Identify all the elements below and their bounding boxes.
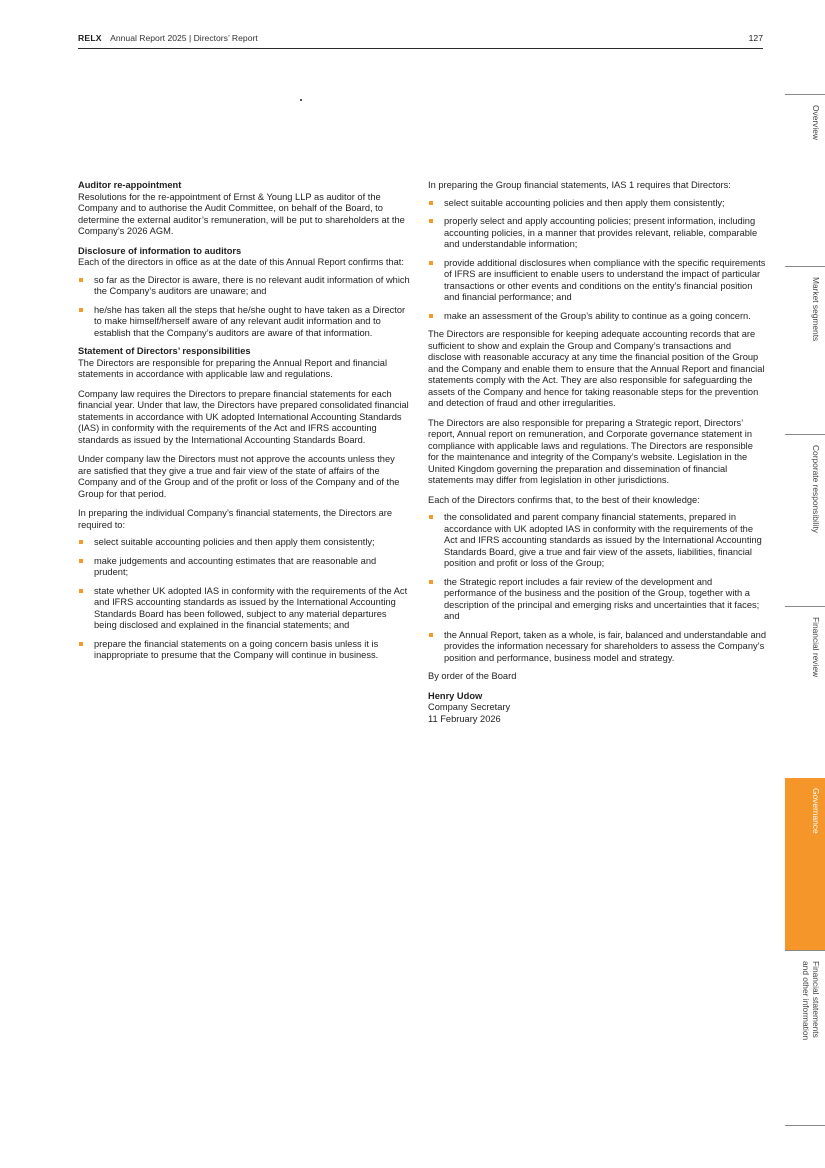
list-item: properly select and apply accounting policies; present information, including accounting policies, in a manner that provides relevant, reliable, comparable and understandable information; xyxy=(428,216,766,251)
tab-label: Corporate responsibility xyxy=(811,445,821,533)
auditor-text: Resolutions for the re-appointment of Ernst & Young LLP as auditor of the Company and to authorise the Audit Committee, on behalf of the Board, to determine the external auditor’s remuneration, will be put to shareholders at the Company’s 2026 AGM. xyxy=(78,191,405,236)
disclosure-text: Each of the directors in office as at the date of this Annual Report confirms that: xyxy=(78,257,404,267)
list-item: the Annual Report, taken as a whole, is fair, balanced and understandable and provides the information necessary for shareholders to assess the Company’s position and performance, business model and strategy. xyxy=(428,630,766,665)
disclosure-list xyxy=(78,275,410,340)
tab-label: Governance xyxy=(811,788,821,834)
disclosure-heading: Disclosure of information to auditors xyxy=(78,245,242,256)
auditor-heading: Auditor re-appointment xyxy=(78,180,182,190)
by-order-text: By order of the Board xyxy=(428,671,517,681)
list-item: so far as the Director is aware, there is no relevant audit information of which the Company’s auditors are unaware; and xyxy=(78,275,410,298)
list-item: the Strategic report includes a fair review of the development and performance of the business and the position of the Group, together with a description of the principal and emerging risks and uncertainties that it faces; and xyxy=(428,577,766,623)
list-item: make judgements and accounting estimates that are reasonable and prudent; xyxy=(78,556,410,579)
approve-text: Under company law the Directors must not approve the accounts unless they are satisfied that they give a true and fair view of the state of affairs of the Company and of the Group and of the profit or loss of the Company and of the Group for that period. xyxy=(78,454,400,499)
tab-label: Market segments xyxy=(811,277,821,342)
list-item: provide additional disclosures when compliance with the specific requirements of IFRS are insufficient to enable users to understand the impact of particular transactions or other events and conditions on the entity’s financial position and financial performance; and xyxy=(428,258,766,304)
confirms-text: Each of the Directors confirms that, to the best of their knowledge: xyxy=(428,494,700,505)
bullet-icon xyxy=(429,515,433,519)
report-title: Annual Report 2025 | Directors’ Report xyxy=(110,33,258,43)
tab-financial-statements[interactable] xyxy=(785,950,825,1126)
list-item: select suitable accounting policies and then apply them consistently; xyxy=(78,537,410,549)
group-text: In preparing the Group financial statements, IAS 1 requires that Directors: xyxy=(428,180,731,190)
bullet-icon xyxy=(79,308,83,312)
bullet-icon xyxy=(79,642,83,646)
tab-governance[interactable] xyxy=(785,778,825,950)
list-item: prepare the financial statements on a going concern basis unless it is inappropriate to presume that the Company will continue in business. xyxy=(78,639,410,662)
tab-label: Financial review xyxy=(811,617,821,678)
page-header xyxy=(78,30,763,49)
brand-name: RELX xyxy=(78,33,102,43)
page-number: 127 xyxy=(748,33,763,43)
bullet-icon xyxy=(79,278,83,282)
bullet-icon xyxy=(429,219,433,223)
tab-market-segments[interactable] xyxy=(785,266,825,435)
list-item: state whether UK adopted IAS in conformity with the requirements of the Act and IFRS accounting standards as issued by the International Accounting Standards Board has been followed, subject to any material departures being disclosed and explained in the financial statements; and xyxy=(78,586,410,632)
statement-text: The Directors are responsible for preparing the Annual Report and financial statements in accordance with applicable law and regulations. xyxy=(78,357,388,379)
tab-label: Overview xyxy=(811,105,821,140)
signatory-title: Company Secretary xyxy=(428,702,511,712)
bullet-icon xyxy=(429,580,433,584)
company-law-text: Company law requires the Directors to prepare financial statements for each financial year. Under that law, the Directors have prepared consolidated financial statements in accordance with UK adopted International Accounting Standards (IAS) in conformity with the requirements of the Act and IFRS accounting standards as issued by the International Accounting Standards Board. xyxy=(78,388,409,445)
list-item: he/she has taken all the steps that he/she ought to have taken as a Director to make himself/herself aware of any relevant audit information and to establish that the Company’s auditors are aware of that information. xyxy=(78,305,410,340)
bullet-icon xyxy=(79,559,83,563)
bullet-icon xyxy=(429,261,433,265)
strategic-text: The Directors are also responsible for preparing a Strategic report, Directors’ report, Annual report on remuneration, and Corporate governance statement in compliance with applicable laws and regulations. The Directors are responsible for the maintenance and integrity of the Company’s website. Legislation in the United Kingdom governing the preparation and dissemination of financial statements may differ from legislation in other jurisdictions. xyxy=(428,417,753,485)
tab-corporate-responsibility[interactable] xyxy=(785,434,825,607)
bullet-icon xyxy=(429,201,433,205)
bullet-icon xyxy=(429,314,433,318)
statement-heading: Statement of Directors’ responsibilities xyxy=(78,346,251,356)
decorative-dot xyxy=(300,99,302,101)
list-item: make an assessment of the Group’s ability to continue as a going concern. xyxy=(428,311,766,323)
bullet-icon xyxy=(79,540,83,544)
list-item: select suitable accounting policies and then apply them consistently; xyxy=(428,198,766,210)
group-list xyxy=(428,198,766,323)
list-item: the consolidated and parent company financial statements, prepared in accordance with UK adopted IAS in conformity with the requirements of the Act and IFRS accounting standards as issued by the International Accounting Standards Board, give a true and fair view of the assets, liabilities, financial position and profit or loss of the Group; xyxy=(428,512,766,570)
signatory-date: 11 February 2026 xyxy=(428,713,501,724)
right-column xyxy=(428,180,766,725)
individual-text: In preparing the individual Company’s financial statements, the Directors are required to: xyxy=(78,508,393,530)
tab-label: Financial statements and other information xyxy=(801,961,821,1041)
records-text: The Directors are responsible for keeping adequate accounting records that are sufficient to show and explain the Group and Company’s transactions and disclose with reasonable accuracy at any time the financial position of the Group and the Company and enable them to ensure that the Annual Report and financial statements comply with the Act. They are also responsible for safeguarding the assets of the Company and hence for taking reasonable steps for the prevention and detection of fraud and other irregularities. xyxy=(428,329,765,408)
tabs-bottom-rule xyxy=(785,1125,825,1126)
tab-financial-review[interactable] xyxy=(785,606,825,779)
individual-list xyxy=(78,537,410,662)
tab-overview[interactable] xyxy=(785,94,825,267)
confirms-list xyxy=(428,512,766,664)
bullet-icon xyxy=(79,589,83,593)
left-column xyxy=(78,180,410,669)
signatory-name: Henry Udow xyxy=(428,690,483,701)
bullet-icon xyxy=(429,633,433,637)
